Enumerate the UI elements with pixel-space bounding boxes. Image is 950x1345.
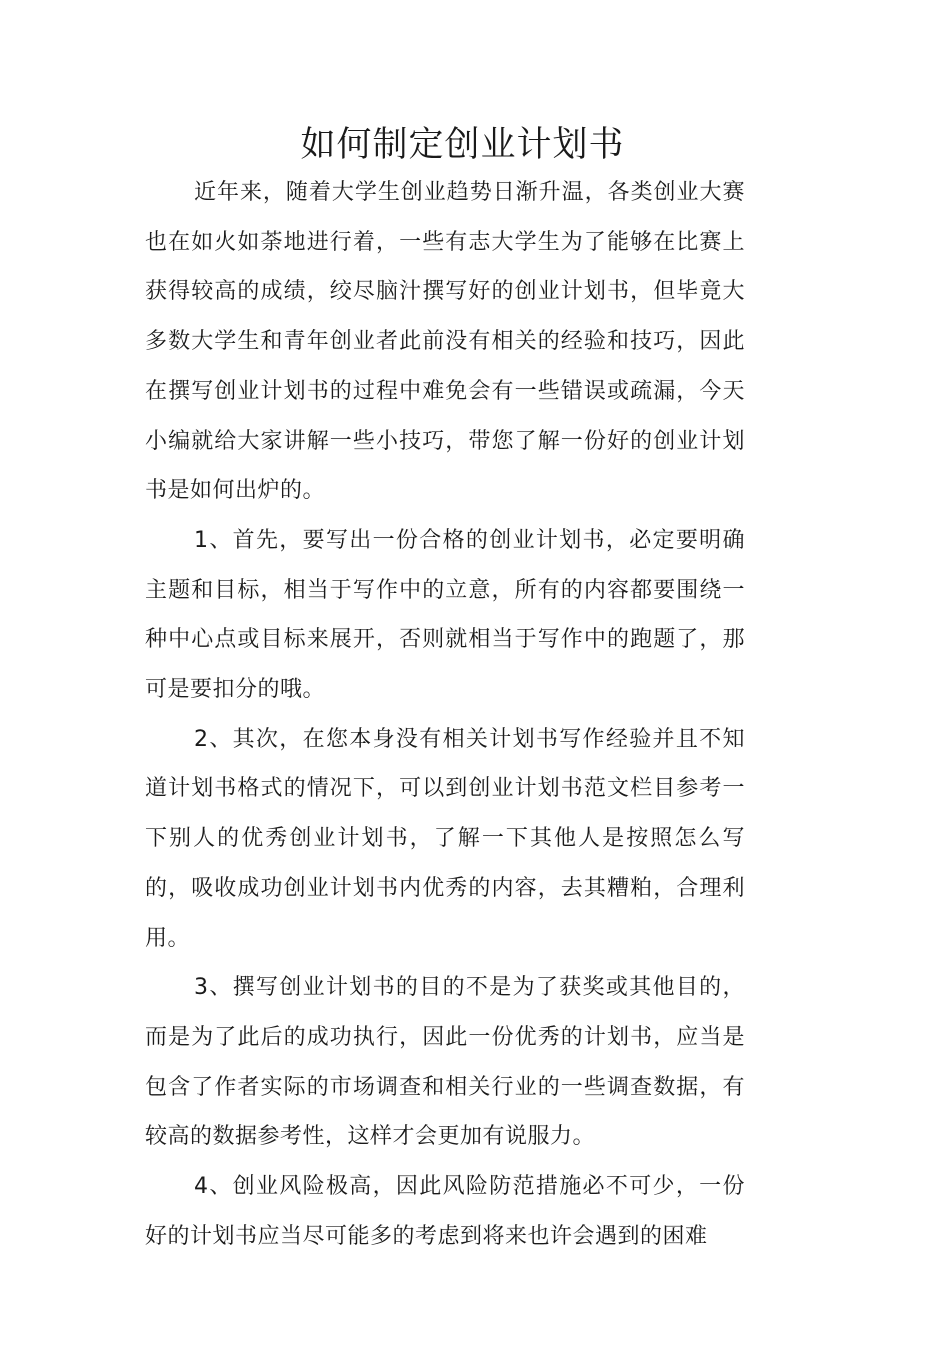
document-title: 如何制定创业计划书 bbox=[300, 125, 625, 165]
paragraph-point-1: 1、首先，要写出一份合格的创业计划书，必定要明确主题和目标，相当于写作中的立意，所有的内容都要围绕一种中心点或目标来展开，否则就相当于写作中的跑题了，那可是要扣分的哦。 bbox=[145, 527, 745, 703]
paragraph-intro: 近年来，随着大学生创业趋势日渐升温，各类创业大赛也在如火如荼地进行着，一些有志大学生为了能够在比赛上获得较高的成绩，绞尽脑汁撰写好的创业计划书，但毕竟大多数大学生和青年创业者此前没有相关的经验和技巧，因此在撰写创业计划书的过程中难免会有一些错误或疏漏，今天小编就给大家讲解一些小技巧，带您了解一份好的创业计划书是如何出炉的。 bbox=[145, 180, 745, 504]
paragraph-point-3: 3、撰写创业计划书的目的不是为了获奖或其他目的，而是为了此后的成功执行，因此一份优秀的计划书，应当是包含了作者实际的市场调查和相关行业的一些调查数据，有较高的数据参考性，这样才会更加有说服力。 bbox=[145, 975, 745, 1150]
paragraph-point-2: 2、其次，在您本身没有相关计划书写作经验并且不知道计划书格式的情况下，可以到创业计划书范文栏目参考一下别人的优秀创业计划书，了解一下其他人是按照怎么写的，吸收成功创业计划书内优秀的内容，去其糟粕，合理利用。 bbox=[145, 726, 745, 951]
paragraph-point-4: 4、创业风险极高，因此风险防范措施必不可少，一份好的计划书应当尽可能多的考虑到将来也许会遇到的困难 bbox=[145, 1174, 745, 1249]
document-body bbox=[145, 168, 745, 1261]
